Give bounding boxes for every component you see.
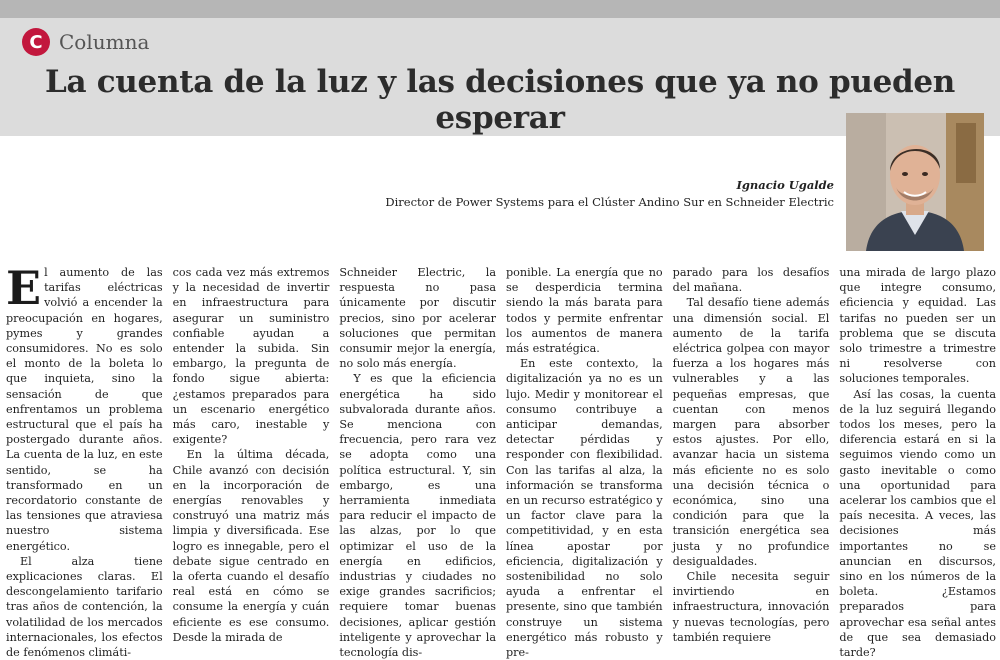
section-tag <box>22 28 149 56</box>
circle-c-icon: C <box>22 28 50 56</box>
article-paragraph: Así las cosas, la cuenta de la luz seguirá llegando todos los meses, pero la diferencia estará en si la seguimos viendo como un gasto inevitable o como una oportunidad para acelerar los cambios que el país necesita. A veces, las decisiones más importantes no se anuncian en discursos, sino en los números de la boleta. ¿Estamos preparados para aprovechar esa señal antes de que sea demasiado tarde? <box>839 387 996 660</box>
article-paragraph: El alza tiene explicaciones claras. El descongelamiento tarifario tras años de contención, la volatilidad de los mercados internacionales, los efectos de fenómenos climáti- <box>6 554 163 660</box>
article-column-6 <box>839 265 996 660</box>
article-paragraph: En este contexto, la digitalización ya no es un lujo. Medir y monitorear el consumo contribuye a anticipar demandas, detectar pérdidas y responder con flexibilidad. Con las tarifas al alza, la información se transforma en un recurso estratégico y un factor clave para la competitividad, y en esta línea apostar por eficiencia, digitalización y sostenibilidad no solo ayuda a enfrentar el presente, sino que también construye un sistema energético más robusto y pre- <box>506 357 663 660</box>
author-role: Director de Power Systems para el Clúster Andino Sur en Schneider Electric <box>385 195 834 209</box>
author-portrait-image <box>846 113 984 251</box>
headline: La cuenta de la luz y las decisiones que ya no pueden esperar <box>44 64 956 136</box>
drop-cap: E <box>6 261 42 315</box>
article-paragraph: Schneider Electric, la respuesta no pasa únicamente por discutir precios, sino por acelerar soluciones que permitan consumir mejor la energía, no solo más energía. <box>339 266 496 371</box>
article-column-5 <box>673 265 830 660</box>
article-paragraph: ponible. La energía que no se desperdicia termina siendo la más barata para todos y permite enfrentar los aumentos de manera más estratégica. <box>506 266 663 356</box>
top-rule <box>0 0 1000 18</box>
article-body <box>6 261 996 660</box>
author-name: Ignacio Ugalde <box>736 178 834 192</box>
article-column-4 <box>506 265 663 660</box>
article-paragraph: una mirada de largo plazo que integre consumo, eficiencia y equidad. Las tarifas no pueden ser un problema que se discuta solo trimestre a trimestre ni resolverse con soluciones temporales. <box>839 266 996 386</box>
article-paragraph: Chile necesita seguir invirtiendo en infraestructura, innovación y nuevas tecnologías, pero también requiere <box>672 570 830 644</box>
article-paragraph: El aumento de las tarifas eléctricas volvió a encender la preocupación en hogares, pymes y grandes consumidores. No es solo el monto de la boleta lo que inquieta, sino la sensación de que enfrentamos un problema estructural que el país ha postergado durante años. La cuenta de la luz, en este sentido, se ha transformado en un recordatorio constante de las tensiones que atraviesa nuestro sistema energético. <box>6 261 163 553</box>
article-paragraph: cos cada vez más extremos y la necesidad de invertir en infraestructura para asegurar un suministro confiable ayudan a entender la subida. Sin embargo, la pregunta de fondo sigue abierta: ¿estamos preparados para un escenario energético más caro, inestable y exigente? <box>172 266 330 447</box>
article-column-1 <box>6 261 163 660</box>
section-label: Columna <box>59 30 150 54</box>
author-photo <box>846 113 984 251</box>
article-column-2 <box>173 265 330 660</box>
article-paragraph: En la última década, Chile avanzó con decisión en la incorporación de energías renovables y construyó una matriz más limpia y diversificada. Ese logro es innegable, pero el debate sigue centrado en la oferta cuando el desafío real está en cómo se consume la energía y cuán eficiente es ese consumo. Desde la mirada de <box>172 448 330 644</box>
article-column-3 <box>339 265 496 660</box>
article-paragraph: Y es que la eficiencia energética ha sido subvalorada durante años. Se menciona con frecuencia, pero rara vez se adopta como una política estructural. Y, sin embargo, es una herramienta inmediata para reducir el impacto de las alzas, por lo que optimizar el uso de la energía en edificios, industrias y ciudades no exige grandes sacrificios; requiere tomar buenas decisiones, aplicar gestión inteligente y aprovechar la tecnología dis- <box>339 372 496 660</box>
article-paragraph: parado para los desafíos del mañana. <box>672 266 830 295</box>
article-paragraph: Tal desafío tiene además una dimensión social. El aumento de la tarifa eléctrica golpea con mayor fuerza a los hogares más vulnerables y a las pequeñas empresas, que cuentan con menos margen para absorber estos ajustes. Por ello, avanzar hacia un sistema más eficiente no es solo una decisión técnica o económica, sino una condición para que la transición energética sea justa y no profundice desigualdades. <box>672 296 830 568</box>
